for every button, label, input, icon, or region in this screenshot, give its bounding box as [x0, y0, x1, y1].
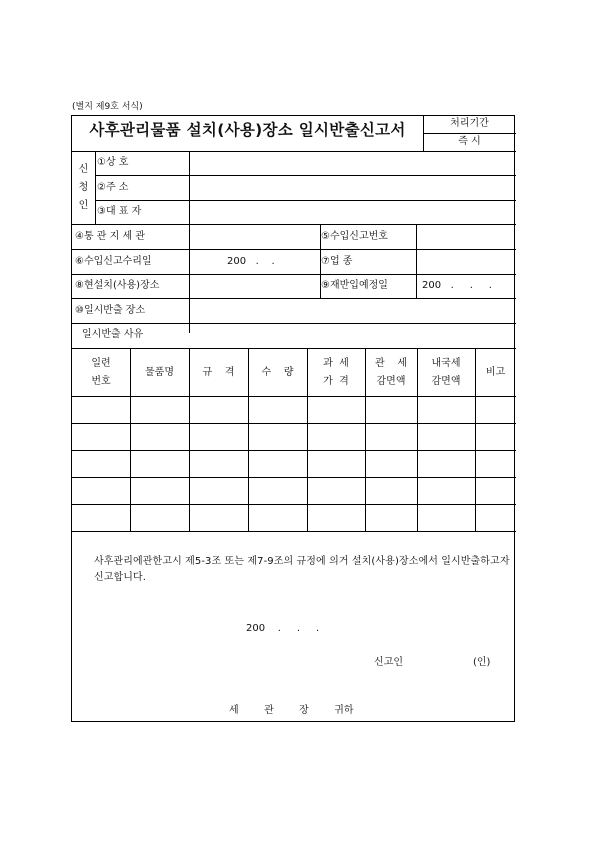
declaration-date[interactable]: 200 . . . [246, 623, 320, 634]
processing-period-label: 처리기간 [450, 118, 489, 129]
business-type-field[interactable] [417, 250, 516, 274]
company-name-label: ①상 호 [97, 157, 129, 168]
recipient-line: 세 관 장 귀하 [229, 705, 354, 716]
processing-period-value: 즉 시 [458, 136, 481, 147]
import-declaration-number-field[interactable] [417, 225, 516, 249]
table-row[interactable] [72, 397, 516, 423]
business-type-label: ⑦업 종 [321, 256, 353, 267]
current-installation-place-field[interactable] [190, 275, 320, 298]
table-row[interactable] [72, 451, 516, 477]
declaration-form [71, 115, 515, 722]
representative-field[interactable] [190, 201, 516, 224]
header-taxable-2: 가 격 [323, 376, 349, 387]
header-item-name: 물품명 [145, 367, 174, 378]
export-place-label: ⑩일시반출 장소 [75, 305, 146, 316]
applicant-group-label-1: 신 [78, 164, 89, 175]
header-quantity: 수 량 [261, 367, 294, 378]
export-reason-label: 일시반출 사유 [82, 329, 144, 340]
declarant-label: 신고인 [374, 657, 403, 668]
declaration-text: 사후관리에관한고시 제5-3조 또는 제7-9조의 규정에 의거 설치(사용)장소에서 일시반출하고자 신고합니다. [94, 556, 510, 583]
current-installation-place-label: ⑧현설치(사용)장소 [75, 280, 160, 291]
customs-office-label: ④통 관 지 세 관 [75, 231, 145, 242]
table-row[interactable] [72, 424, 516, 450]
header-serial-2: 번호 [91, 376, 111, 387]
import-acceptance-date-label: ⑥수입신고수리일 [75, 256, 152, 267]
applicant-group-label-3: 인 [78, 200, 89, 211]
export-place-field[interactable] [190, 299, 516, 323]
header-remarks: 비고 [485, 367, 506, 378]
applicant-group-label-2: 청 [78, 182, 89, 193]
address-label: ②주 소 [97, 182, 129, 193]
export-reason-field[interactable] [190, 324, 516, 348]
seal-mark: (인) [473, 657, 491, 668]
address-field[interactable] [190, 176, 516, 200]
import-acceptance-date-value[interactable]: 200 . . [227, 256, 275, 267]
form-number-label: (별지 제9호 서식) [72, 102, 143, 112]
header-taxable-1: 과 세 [323, 358, 349, 369]
representative-label: ③대 표 자 [97, 206, 142, 217]
company-name-field[interactable] [190, 152, 516, 175]
header-internal-tax-2: 감면액 [431, 376, 461, 387]
header-tariff-2: 감면액 [376, 376, 406, 387]
header-serial-1: 일련 [91, 358, 111, 369]
import-declaration-number-label: ⑤수입신고번호 [321, 231, 388, 242]
customs-office-field[interactable] [190, 225, 320, 249]
header-tariff-1: 관 세 [374, 358, 408, 369]
form-title: 사후관리물품 설치(사용)장소 일시반출신고서 [89, 121, 406, 139]
table-row[interactable] [72, 505, 516, 531]
reimport-date-value[interactable]: 200 . . . [422, 280, 492, 291]
table-row[interactable] [72, 478, 516, 504]
reimport-date-label: ⑨재반입예정일 [321, 280, 388, 291]
header-internal-tax-1: 내국세 [431, 358, 461, 369]
header-spec: 규 격 [202, 367, 235, 378]
